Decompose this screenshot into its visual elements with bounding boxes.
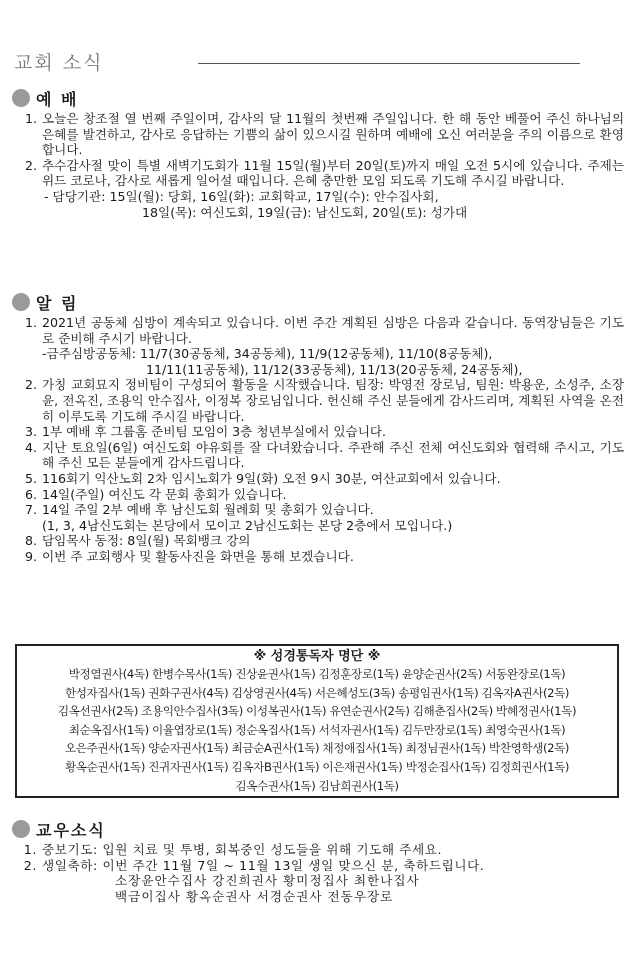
section-bullet-icon bbox=[12, 89, 30, 107]
readers-line: 김옥수권사(1독) 김남희권사(1독) bbox=[235, 778, 399, 793]
list-item: 1. 오늘은 창조절 열 번째 주일이며, 감사의 달 11월의 첫번째 주일입니다. 한 해 동안 베풀어 주신 하나님의 은혜를 발견하고, 감사로 응답하는 기쁨의 삶이 있으시길 원하며 예배에 오신 여러분을 주의 이름으로 환영합니다. bbox=[24, 111, 624, 158]
members-title: 교우소식 bbox=[36, 820, 106, 840]
list-item: 2. 추수감사절 맞이 특별 새벽기도회가 11월 15일(월)부터 20일(토)까지 매일 오전 5시에 있습니다. 주제는 위드 코로나, 감사로 새롭게 일어설 때입니다. 은혜 충만한 모임 되도록 기도해 주시길 바랍니다. bbox=[24, 157, 624, 189]
notice-section bbox=[12, 291, 624, 565]
readers-line: 김옥선권사(2독) 조용익안수집사(3독) 이성복권사(1독) 유연순권사(2독) 김해춘집사(2독) 박혜정권사(1독) bbox=[57, 704, 577, 719]
bible-readers-box bbox=[15, 644, 619, 798]
page-title: 교회 소식 bbox=[14, 52, 104, 74]
list-item: 9. 이번 주 교회행사 및 활동사진을 화면을 통해 보겠습니다. bbox=[24, 548, 354, 564]
list-item: 2. 가칭 교회묘지 정비팀이 구성되어 활동을 시작했습니다. 팀장: 박영전 장로님, 팀원: 박용운, 소성주, 소장윤, 전옥진, 조용익 안수집사, 이정복 장로님입니다. 헌신해 주신 분들에게 감사드리며, 계획된 사역을 온전히 이루도록 기도해 주시길 바랍니다. bbox=[24, 377, 624, 424]
section-bullet-icon bbox=[12, 293, 30, 311]
notice-title: 알 림 bbox=[36, 293, 79, 313]
list-item: 7. 14일 주일 2부 예배 후 남신도회 월례회 및 총회가 있습니다. (1, 3, 4남신도회는 본당에서 모이고 2남신도회는 본당 2층에서 모입니다.) bbox=[24, 502, 453, 533]
title-rule bbox=[198, 63, 580, 64]
readers-line: 오은주권사(1독) 양순자권사(1독) 최금순A권사(1독) 채정애집사(1독) 최정님권사(1독) 박찬영학생(2독) bbox=[64, 741, 570, 756]
list-item: 8. 담임목사 동정: 8일(월) 목회뱅크 강의 bbox=[24, 533, 251, 549]
readers-line: 황옥순권사(1독) 진귀자권사(1독) 김옥자B권사(1독) 이은재권사(1독) 박정순집사(1독) 김정희권사(1독) bbox=[64, 759, 570, 774]
members-section bbox=[12, 818, 624, 904]
readers-line: 한성자집사(1독) 권화구권사(4독) 김상영권사(4독) 서은혜성도(3독) 송평임권사(1독) 김옥자A권사(2독) bbox=[64, 685, 570, 700]
readers-line: 박정열권사(4독) 한병수목사(1독) 진상윤권사(1독) 김정훈장로(1독) 윤양순권사(2독) 서동완장로(1독) bbox=[68, 667, 566, 681]
list-item: 1. 중보기도: 입원 치료 및 투병, 회복중인 성도들을 위해 기도해 주세요. bbox=[23, 842, 443, 857]
list-item: 5. 116회기 익산노회 2차 임시노회가 9일(화) 오전 9시 30분, 여산교회에서 있습니다. bbox=[24, 470, 501, 486]
list-item: 6. 14일(주일) 여신도 각 문회 총회가 있습니다. bbox=[24, 486, 287, 502]
section-bullet-icon bbox=[12, 820, 30, 838]
worship-section bbox=[12, 87, 624, 220]
birthday-names: 소장윤안수집사 강진희권사 황미정집사 최한나집사 백금이집사 황옥순권사 서경순권사 전동우장로 bbox=[115, 873, 420, 904]
readers-title: ※ 성경통독자 명단 ※ bbox=[253, 649, 381, 664]
worship-title: 예 배 bbox=[36, 89, 79, 109]
list-item: 3. 1부 예배 후 그룹홈 준비팀 모임이 3층 청년부실에서 있습니다. bbox=[24, 424, 387, 440]
list-item: 1. 2021년 공동체 심방이 계속되고 있습니다. 이번 주간 계획된 심방은 다음과 같습니다. 동역장님들은 기도로 준비해 주시기 바랍니다. -금주심방공동체: 11/7(30공동체, 34공동체), 11/9(12공동체), 11/10(8공동체), 11/11(11공동체), 11/12(33공동체), 11/13(20공동체, 24공동체), bbox=[24, 315, 624, 377]
list-item: 4. 지난 토요일(6일) 여신도회 야유회를 잘 다녀왔습니다. 주관해 주신 전체 여신도회와 협력해 주시고, 기도해 주신 모든 분들에게 감사드립니다. bbox=[24, 439, 624, 471]
readers-line: 최순옥집사(1독) 이율엽장로(1독) 정순옥집사(1독) 서석자권사(1독) 김두만장로(1독) 최영숙권사(1독) bbox=[68, 722, 566, 737]
duty-schedule: - 담당기관: 15일(월): 당회, 16일(화): 교회학교, 17일(수): 안수집사회, 18일(목): 여신도회, 19일(금): 남신도회, 20일(토): 성가대 bbox=[44, 188, 468, 220]
list-item: 2. 생일축하: 이번 주간 11월 7일 ~ 11월 13일 생일 맞으신 분, 축하드립니다. bbox=[23, 857, 485, 873]
